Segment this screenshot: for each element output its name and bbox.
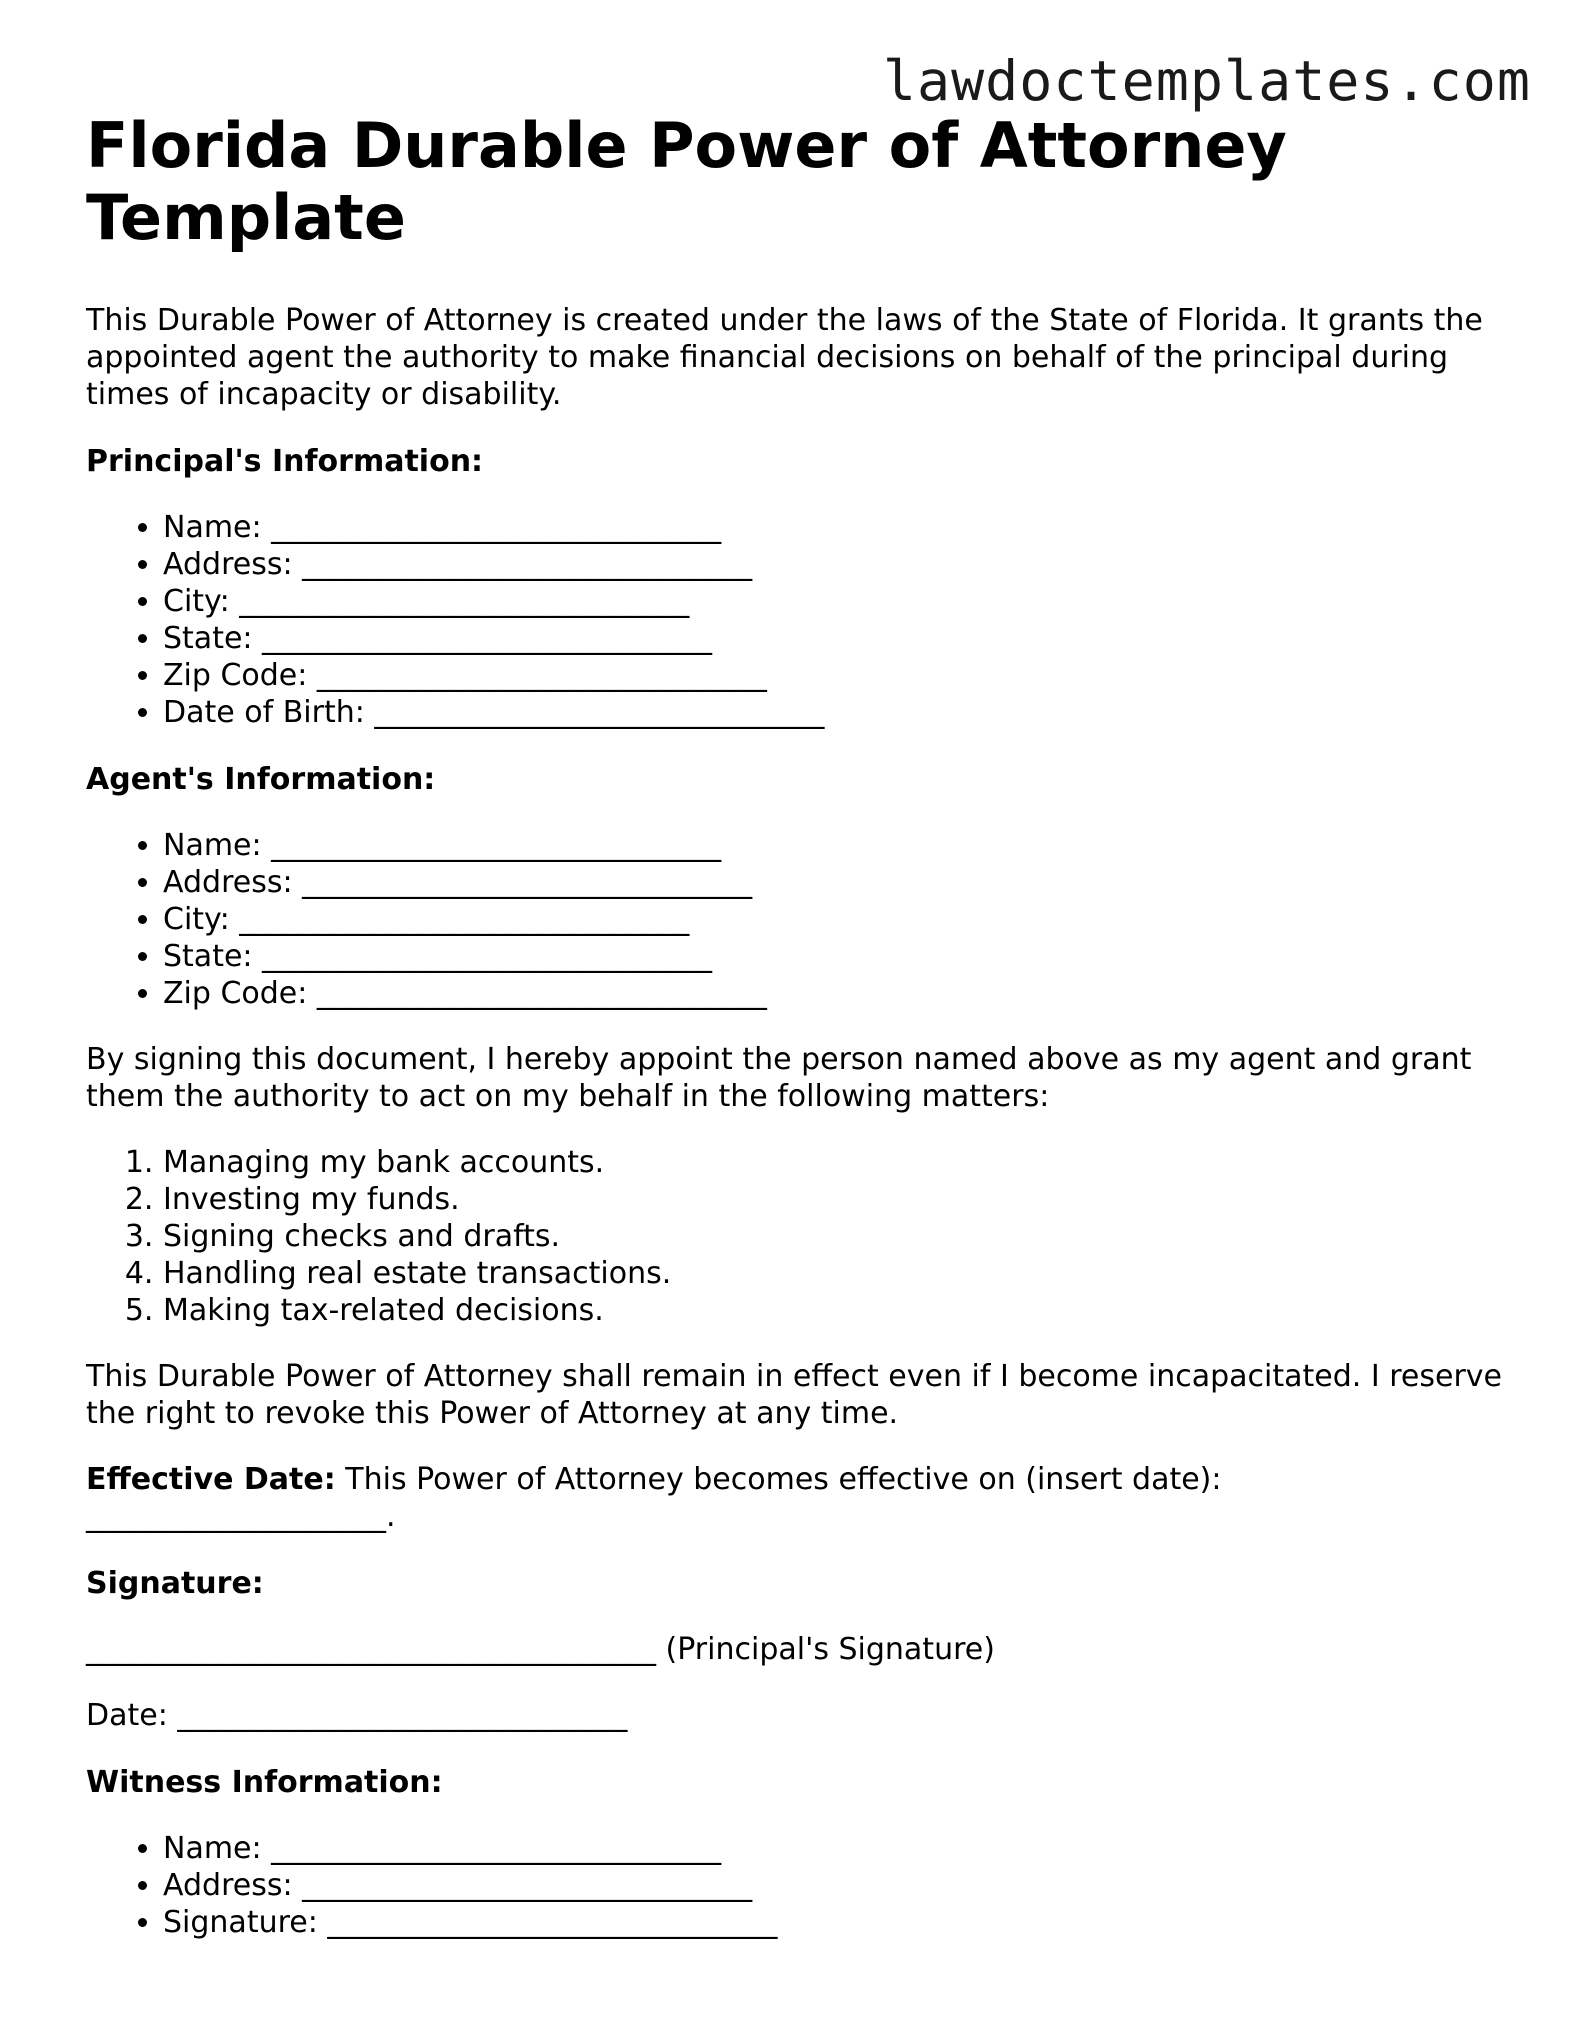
witness-address-field: • Address: ______________________________ [163,1867,1506,1904]
effective-date-paragraph [86,1461,1506,1535]
principal-address-field: • Address: ______________________________ [163,546,1506,583]
principal-state-field: • State: ______________________________ [163,620,1506,657]
intro-paragraph: This Durable Power of Attorney is created under the laws of the State of Florida. It grants the appointed agent the authority to make financial decisions on behalf of the principal during times of incapacity or disability. [86,303,1483,412]
principal-signature-line: ______________________________________ (Principal's Signature) [86,1632,995,1667]
appointment-paragraph: By signing this document, I hereby appoint the person named above as my agent and grant them the authority to act on my behalf in the following matters: [86,1042,1472,1114]
matter-item: 1. Managing my bank accounts. [163,1144,1506,1181]
principal-dob-field: • Date of Birth: ______________________________ [163,694,1506,731]
agent-heading: Agent's Information: [86,762,436,797]
matter-item: 3. Signing checks and drafts. [163,1218,1506,1255]
agent-name-field: • Name: ______________________________ [163,827,1506,864]
signature-heading: Signature: [86,1566,264,1601]
witness-heading: Witness Information: [86,1765,443,1800]
effective-date-label: Effective Date: [86,1462,336,1497]
agent-field-list [86,827,1506,1012]
matter-item: 5. Making tax-related decisions. [163,1292,1506,1329]
principal-city-field: • City: ______________________________ [163,583,1506,620]
agent-city-field: • City: ______________________________ [163,901,1506,938]
site-watermark: lawdoctemplates.com [882,49,1531,113]
matter-item: 4. Handling real estate transactions. [163,1255,1506,1292]
agent-state-field: • State: ______________________________ [163,938,1506,975]
agent-address-field: • Address: ______________________________ [163,864,1506,901]
matter-item: 2. Investing my funds. [163,1181,1506,1218]
witness-name-field: • Name: ______________________________ [163,1830,1506,1867]
matters-list [86,1144,1506,1329]
principal-name-field: • Name: ______________________________ [163,509,1506,546]
durability-paragraph: This Durable Power of Attorney shall remain in effect even if I become incapacitated. I reserve the right to revoke this Power of Attorney at any time. [86,1359,1503,1431]
document-title: Florida Durable Power of Attorney Template [86,109,1287,254]
signature-date-line: Date: ______________________________ [86,1698,628,1733]
document-body [86,110,1506,1941]
principal-field-list [86,509,1506,731]
principal-zip-field: • Zip Code: ______________________________ [163,657,1506,694]
effective-date-text: This Power of Attorney becomes effective on (insert date): ____________________. [86,1462,1222,1534]
witness-signature-field: • Signature: ______________________________ [163,1904,1506,1941]
witness-field-list [86,1830,1506,1941]
agent-zip-field: • Zip Code: ______________________________ [163,975,1506,1012]
principal-heading: Principal's Information: [86,444,484,479]
